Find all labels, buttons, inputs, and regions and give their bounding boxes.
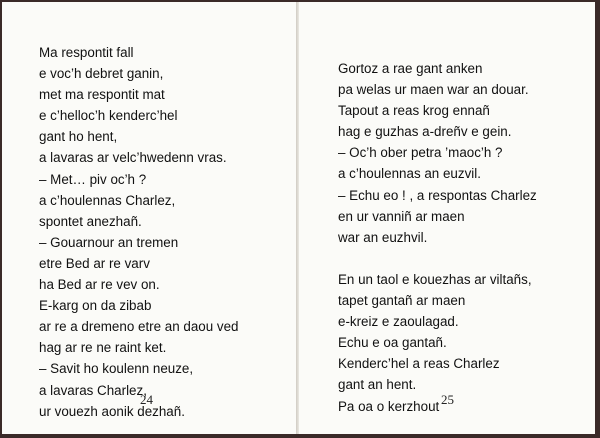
text-line: – Met… piv oc’h ?	[39, 171, 147, 187]
text-line: Echu e oa gantañ.	[338, 335, 447, 351]
text-line: hag e guzhas a-dreñv e gein.	[338, 124, 512, 140]
text-line: a c’houlennas Charlez,	[39, 192, 176, 208]
text-line: gant an hent.	[338, 377, 417, 393]
right-page	[299, 2, 595, 434]
text-line: hag ar re ne raint ket.	[39, 340, 167, 356]
text-line: ha Bed ar re vev on.	[39, 277, 160, 293]
text-line: – Oc’h ober petra ’maoc’h ?	[338, 145, 503, 161]
text-line: Kenderc’hel a reas Charlez	[338, 356, 500, 372]
text-line: a lavaras Charlez,	[39, 382, 147, 398]
text-line: spontet anezhañ.	[39, 213, 142, 229]
text-line: ar re a dremeno etre an daou ved	[39, 319, 239, 335]
text-line: met ma respontit mat	[39, 87, 165, 103]
text-line: e-kreiz e zaoulagad.	[338, 314, 459, 330]
text-line: – Gouarnour an tremen	[39, 234, 179, 250]
text-line: a lavaras ar velc’hwedenn vras.	[39, 150, 227, 166]
left-page-text	[39, 42, 239, 422]
text-line: Pa oa o kerzhout	[338, 398, 440, 414]
right-page-text	[338, 58, 537, 417]
stanza-break	[338, 248, 537, 269]
text-line: – Echu eo ! , a respontas Charlez	[338, 187, 537, 203]
text-line: En un taol e kouezhas ar viltañs,	[338, 271, 532, 287]
text-line: tapet gantañ ar maen	[338, 293, 466, 309]
text-line: e c’helloc’h kenderc’hel	[39, 108, 178, 124]
text-line: a c’houlennas an euzvil.	[338, 166, 481, 182]
left-page	[2, 2, 298, 434]
text-line: e voc’h debret ganin,	[39, 66, 164, 82]
text-line: ur vouezh aonik dezhañ.	[39, 403, 185, 419]
text-line: Ma respontit fall	[39, 45, 134, 60]
text-line: pa welas ur maen war an douar.	[338, 82, 529, 98]
text-line: Gortoz a rae gant anken	[338, 61, 483, 76]
text-line: en ur vanniñ ar maen	[338, 208, 465, 224]
text-line: E-karg on da zibab	[39, 298, 152, 314]
text-line: war an euzhvil.	[338, 229, 428, 245]
page-number: 25	[441, 392, 454, 407]
text-line: Tapout a reas krog ennañ	[338, 103, 490, 119]
text-line: etre Bed ar re varv	[39, 255, 150, 271]
text-line: – Savit ho koulenn neuze,	[39, 361, 194, 377]
page-number: 24	[140, 392, 153, 407]
text-line: gant ho hent,	[39, 129, 118, 145]
